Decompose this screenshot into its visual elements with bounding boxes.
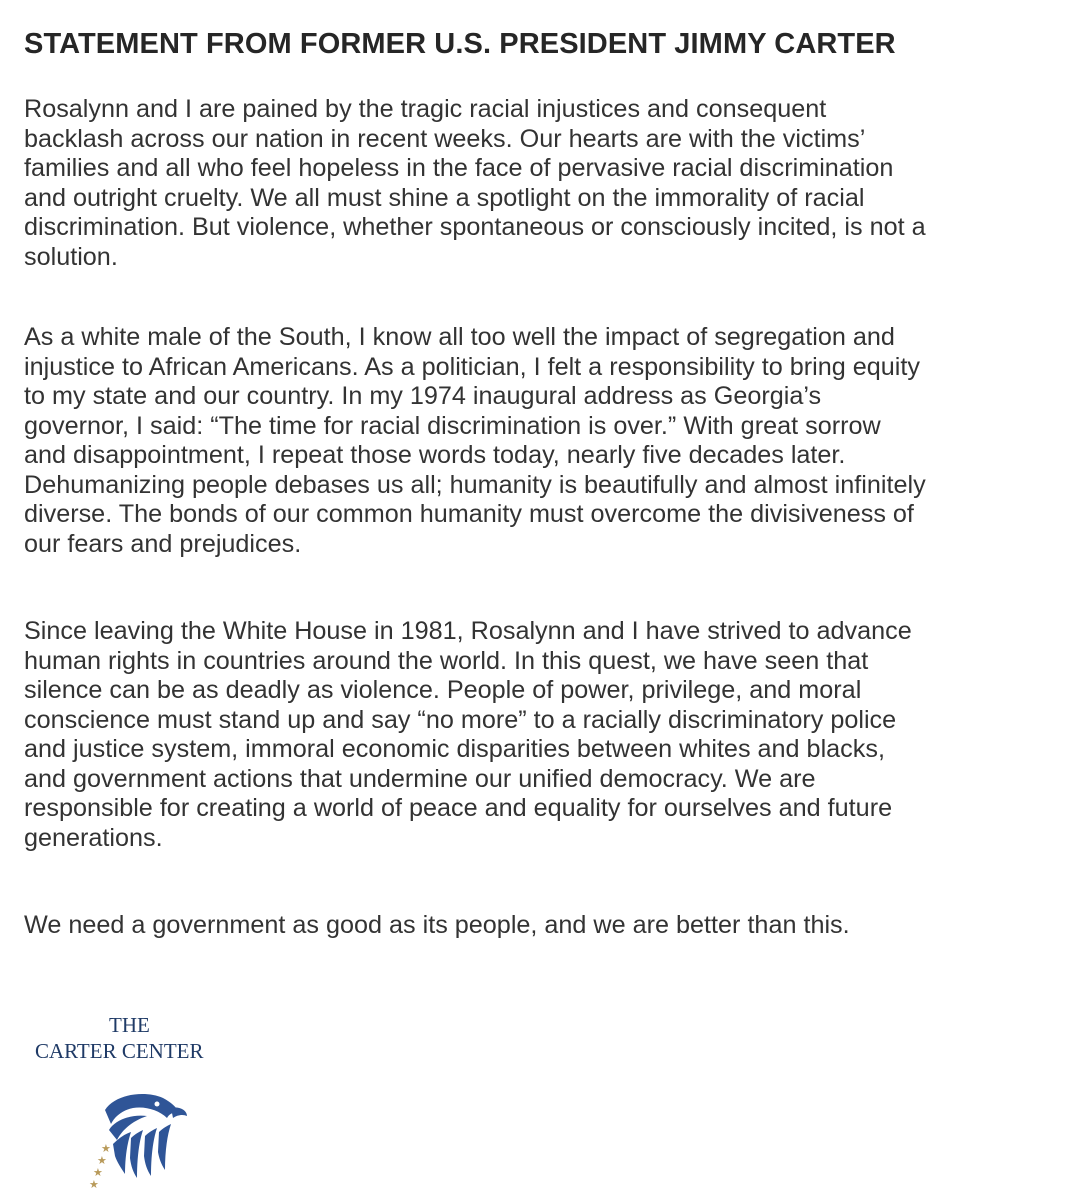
statement-title: STATEMENT FROM FORMER U.S. PRESIDENT JIMMY CARTER xyxy=(24,28,896,60)
star-shape: ★ xyxy=(101,1142,111,1155)
eagle-stripe-shape xyxy=(130,1130,143,1178)
paragraph-line: diverse. The bonds of our common humanity must overcome the divisiveness of xyxy=(24,500,914,528)
paragraph-line: discrimination. But violence, whether spontaneous or consciously incited, is not a xyxy=(24,213,926,241)
paragraph-line: injustice to African Americans. As a politician, I felt a responsibility to bring equity xyxy=(24,352,920,381)
paragraph-line: solution. xyxy=(24,242,118,271)
paragraph-line: conscience must stand up and say “no more” to a racially discriminatory police xyxy=(24,705,897,734)
paragraph-line: families and all who feel hopeless in the face of pervasive racial discrimination xyxy=(24,154,894,182)
eagle-head-shape xyxy=(105,1094,179,1124)
paragraph-line: and disappointment, I repeat those words today, nearly five decades later. xyxy=(24,441,846,469)
eagle-stars-icon xyxy=(75,1082,195,1192)
paragraph-line: We need a government as good as its people, and we are better than this. xyxy=(24,911,850,939)
paragraph-line: and outright cruelty. We all must shine a spotlight on the immorality of racial xyxy=(24,183,865,212)
carter-center-logo xyxy=(35,1012,255,1192)
paragraph-line: generations. xyxy=(24,823,163,852)
paragraph-line: and government actions that undermine our unified democracy. We are xyxy=(24,764,816,793)
paragraph-1 xyxy=(24,95,1074,272)
logo-line-the: THE xyxy=(109,1013,150,1037)
paragraph-line: backlash across our nation in recent weeks. Our hearts are with the victims’ xyxy=(24,124,866,153)
paragraph-line: Dehumanizing people debases us all; humanity is beautifully and almost infinitely xyxy=(24,470,926,499)
paragraph-2 xyxy=(24,323,1074,559)
eagle-stripe-shape xyxy=(144,1128,157,1176)
logo-wordmark xyxy=(35,1012,235,1064)
star-shape: ★ xyxy=(93,1166,103,1179)
paragraph-line: Since leaving the White House in 1981, Rosalynn and I have strived to advance xyxy=(24,617,912,645)
paragraph-3 xyxy=(24,617,1074,853)
eagle-beak-shape xyxy=(171,1107,187,1118)
paragraph-line: responsible for creating a world of peace and equality for ourselves and future xyxy=(24,794,893,822)
star-shape: ★ xyxy=(97,1154,107,1167)
eagle-stripe-shape xyxy=(158,1124,171,1170)
paragraph-line: and justice system, immoral economic disparities between whites and blacks, xyxy=(24,735,885,763)
paragraph-line: silence can be as deadly as violence. People of power, privilege, and moral xyxy=(24,676,862,704)
paragraph-line: human rights in countries around the world. In this quest, we have seen that xyxy=(24,646,869,675)
paragraph-4 xyxy=(24,911,1074,941)
logo-line-carter-center: CARTER CENTER xyxy=(35,1039,204,1063)
paragraph-line: Rosalynn and I are pained by the tragic racial injustices and consequent xyxy=(24,95,827,123)
star-shape: ★ xyxy=(89,1178,99,1191)
paragraph-line: As a white male of the South, I know all too well the impact of segregation and xyxy=(24,323,895,351)
paragraph-line: governor, I said: “The time for racial discrimination is over.” With great sorrow xyxy=(24,411,881,440)
paragraph-line: our fears and prejudices. xyxy=(24,529,302,558)
paragraph-line: to my state and our country. In my 1974 inaugural address as Georgia’s xyxy=(24,382,822,410)
eagle-eye-shape xyxy=(155,1102,160,1107)
